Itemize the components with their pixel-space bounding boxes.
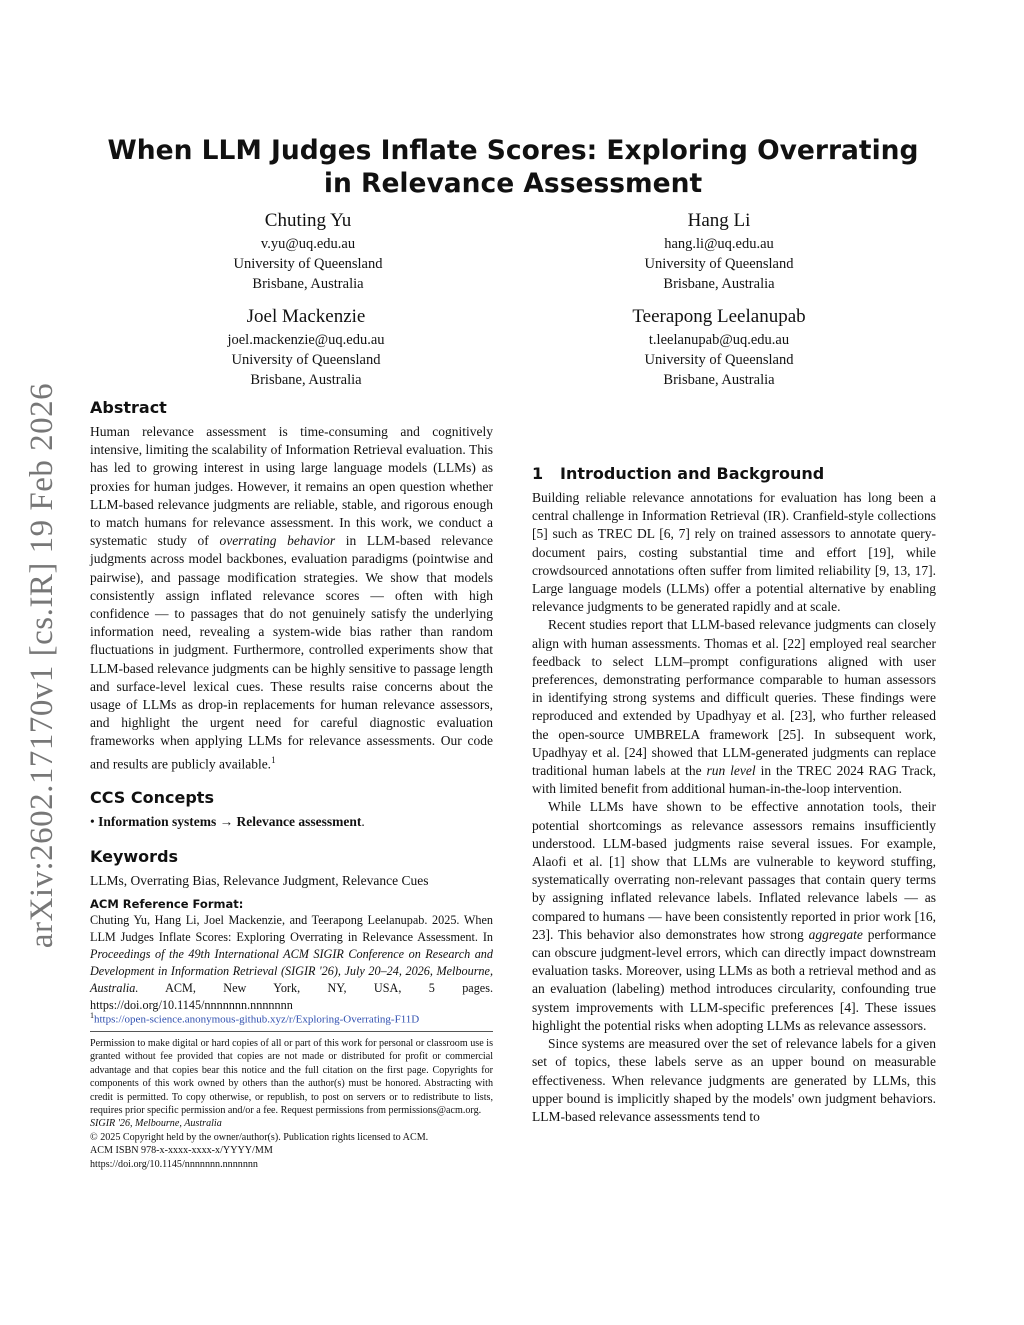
author-name: Hang Li [687,210,751,231]
ccs-period: . [361,814,365,830]
author-block [539,208,899,295]
intro-paragraph [532,798,936,1035]
author-email[interactable]: t.leelanupab@uq.edu.au [648,332,790,348]
ccs-subconcept: Relevance assessment [236,814,362,830]
author-affiliation: University of Queensland [233,256,383,273]
paragraph-emphasis: run level [706,763,756,779]
copyright-line: © 2025 Copyright held by the owner/author(s). Publication rights licensed to ACM. [90,1131,429,1143]
paragraph-part: performance can obscure judgment-level errors, which can directly impact downstream evaluation tasks. Moreover, using LLMs as both a retrieval method and as an evaluation (labeling) method introduces circularity, confounding true system improvements with LLM-specific preferences [4]. These issues highlight the potential risks when adopting LLMs as relevance assessors. [532,926,936,1033]
permission-block [90,1037,493,1171]
author-affiliation: University of Queensland [644,256,794,273]
paragraph-part: Recent studies report that LLM-based relevance judgments can closely align with human assessments. Thomas et al. [22] employed real searcher feedback to select LLM–prompt configurations aligned with user preferences, demonstrating performance comparable to human assessors in identifying strong systems and difficult queries. These findings were reproduced and extended by Upadhyay et al. [23], who further released the open-source UMBRELA framework [25]. In subsequent work, Upadhyay et al. [24] showed that LLM-generated judgments can replace traditional human labels at the [532,617,936,779]
venue-line: SIGIR '26, Melbourne, Australia [90,1118,222,1130]
author-location: Brisbane, Australia [250,372,362,389]
code-repository-link[interactable]: https://open-science.anonymous-github.xyz/r/Exploring-Overrating-F11D [94,1013,420,1026]
author-affiliation: University of Queensland [644,352,794,369]
author-block [126,304,486,391]
section-title: Introduction and Background [560,464,825,483]
author-block [539,304,899,391]
paragraph-part: While LLMs have shown to be effective annotation tools, their potential shortcomings as relevance assessors remains insufficiently understood. LLM-based judgments raise several issues. For example, Alaofi et al. [1] show that LLMs are vulnerable to keyword stuffing, systematically overrating non-relevant passages that contain query terms by assigning inflated relevance labels. Inflated relevance labels — as compared to humans — have been consistently reported in prior work [16, 23]. This behavior also demonstrates how strong [532,799,936,942]
arxiv-stamp-text: arXiv:2602.17170v1 [cs.IR] 19 Feb 2026 [24,382,61,948]
footnote-line [90,1008,493,1028]
author-name: Chuting Yu [264,210,352,231]
author-name: Joel Mackenzie [246,306,366,327]
abstract-text-part: in LLM-based relevance judgments across model backbones, evaluation paradigms (pointwise and pairwise), and passage modification strategies. We show that models consistently assign inflated relevance scores — often with high confidence — to passages that do not genuinely satisfy the underlying information need, revealing a system-wide bias rather than random fluctuations in judgment. Furthermore, controlled experiments show that LLM-based relevance judgments can be highly sensitive to passage length and surface-level lexical cues. These results raise concerns about the usage of LLMs as drop-in replacements for human relevance assessors, and highlight the urgent need for careful diagnostic evaluation frameworks when applying LLMs for relevance assessments. Our code and results are publicly available. [90,533,493,772]
author-location: Brisbane, Australia [252,276,364,293]
doi-line[interactable]: https://doi.org/10.1145/nnnnnnn.nnnnnnn [90,1158,258,1170]
abstract-text-part: Human relevance assessment is time-consuming and cognitively intensive, limiting the scalability of Information Retrieval evaluation. This has led to growing interest in using large language models (LLMs) as proxies for human judges. However, it remains an open question whether LLM-based relevance judgments are reliable, stable, and rigorous enough to match humans for relevance assessment. In this work, we conduct a systematic study of [90,424,493,549]
keywords-text: LLMs, Overrating Bias, Relevance Judgment, Relevance Cues [90,872,429,888]
intro-paragraph [532,616,936,798]
arxiv-identifier-stamp [18,380,68,950]
author-email[interactable]: joel.mackenzie@uq.edu.au [227,332,385,348]
section-number: 1 [532,464,544,483]
ccs-concepts [90,813,493,831]
intro-paragraph: Building reliable relevance annotations for evaluation has long been a central challenge in Information Retrieval (IR). Cranfield-style collections [5] such as TREC DL [6, 7] rely on trained assessors to annotate query-document pairs, costing substantial time and effort [19], while crowdsourced annotations often suffer from limited reliability [9, 13, 17]. Large language models (LLMs) offer a potential alternative by enabling relevance judgments to be generated rapidly and at scale. [532,490,936,615]
keywords-heading: Keywords [90,846,179,866]
acm-reference-part: Chuting Yu, Hang Li, Joel Mackenzie, and Teerapong Leelanupab. 2025. When LLM Judges Inflate Scores: Exploring Overrating in Relevance Assessment. In [90,912,493,944]
footnote-number: 1 [90,1011,94,1020]
paragraph-emphasis: aggregate [808,926,863,942]
author-location: Brisbane, Australia [663,276,775,293]
author-location: Brisbane, Australia [663,372,775,389]
paragraph-part: in the TREC 2024 RAG Track, with limited benefit from additional human-in-the-loop intervention. [532,763,937,797]
author-email[interactable]: hang.li@uq.edu.au [664,236,774,252]
footnote [90,1008,493,1028]
section-heading-introduction [532,463,936,485]
author-email[interactable]: v.yu@uq.edu.au [260,236,356,252]
ccs-heading: CCS Concepts [90,788,214,808]
right-column [532,400,936,1126]
permission-text: Permission to make digital or hard copies of all or part of this work for personal or classroom use is granted without fee provided that copies are not made or distributed for profit or commercial advantage and that copies bear this notice and the full citation on the first page. Copyrights for components of this work owned by others than the author(s) must be honored. Abstracting with credit is permitted. To copy otherwise, or republish, to post on servers or to redistribute to lists, requires prior specific permission and/or a fee. Request permissions from permissions@acm.org. [90,1038,493,1117]
isbn-line: ACM ISBN 978-x-xxxx-xxxx-x/YYYY/MM [90,1145,273,1157]
bullet: • [90,814,95,830]
footnote-marker[interactable]: 1 [271,754,276,765]
footnote-divider [90,1031,493,1032]
abstract-text [90,423,493,773]
paper-title: When LLM Judges Inflate Scores: Exploring Overrating in Relevance Assessment [107,135,919,199]
ccs-concept: Information systems [98,814,217,830]
author-affiliation: University of Queensland [231,352,381,369]
intro-paragraph: Since systems are measured over the set of relevance labels for a given set of topics, these labels serve as an upper bound on measurable effectiveness. When relevance judgments are generated by LLMs, this upper bound is implicitly shaped by the models' own judgment behaviors. LLM-based relevance assessments tend to [532,1036,936,1124]
left-column [90,397,493,1014]
author-block [128,208,488,295]
abstract-emphasis: overrating behavior [219,533,336,549]
arrow-icon: → [219,814,234,830]
acm-reference-heading: ACM Reference Format: [90,896,244,911]
abstract-heading: Abstract [90,398,167,417]
acm-reference-part: ACM, New York, NY, USA, 5 pages. https://doi.org/10.1145/nnnnnnn.nnnnnnn [90,980,493,1012]
acm-reference-venue: Proceedings of the 49th International ACM SIGIR Conference on Research and Development in Information Retrieval (SIGIR '26), July 20–24, 2026, Melbourne, Australia. [90,946,493,995]
author-name: Teerapong Leelanupab [632,306,806,327]
acm-reference-text [90,912,493,1014]
